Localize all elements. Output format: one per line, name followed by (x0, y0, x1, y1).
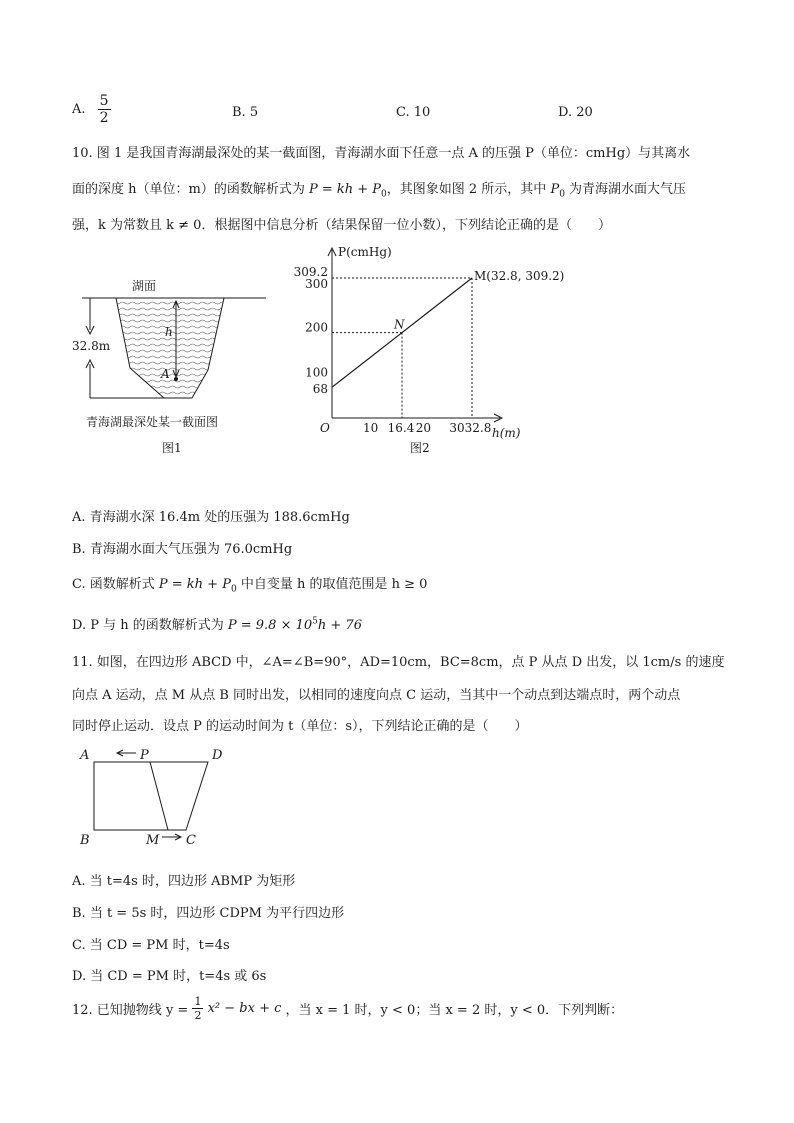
lake-surface-label: 湖面 (132, 279, 157, 293)
q10-formula: P = kh + P (308, 182, 382, 197)
q10-c-formula: P = kh + P (158, 577, 231, 592)
q10-figure-2 (290, 240, 565, 460)
q10-line2-text-c: 为青海湖水面大气压 (564, 182, 687, 197)
q11-option-d: D. 当 CD = PM 时，t=4s 或 6s (72, 969, 267, 984)
x-axis-label: h(m) (492, 426, 521, 440)
q12-frac-denominator: 2 (194, 1009, 202, 1022)
q9-a-numerator: 5 (99, 93, 109, 109)
q9-option-d: D. 20 (558, 105, 593, 120)
q11-option-a: A. 当 t=4s 时，四边形 ABMP 为矩形 (72, 874, 296, 889)
y-tick-309-2: 309.2 (293, 265, 328, 279)
vertex-a-label: A (80, 748, 90, 763)
q9-a-denominator: 2 (99, 110, 109, 126)
y-tick-100: 100 (305, 365, 328, 380)
y-tick-300: 300 (305, 277, 328, 292)
point-p-label: P (140, 748, 149, 763)
q11-figure (74, 740, 244, 852)
vertex-d-label: D (212, 748, 223, 763)
q10-stem-line3: 强，k 为常数且 k ≠ 0．根据图中信息分析（结果保留一位小数），下列结论正确的是（ ） (72, 218, 611, 233)
q12-prefix: 12. 已知抛物线 y = (72, 1003, 193, 1018)
q12-frac-numerator: 1 (194, 995, 202, 1008)
q10-option-a: A. 青海湖水深 16.4m 处的压强为 188.6cmHg (72, 510, 350, 525)
q10-p0-sub: 0 (559, 189, 565, 200)
q10-line2-text-a: 面的深度 h（单位：m）的函数解析式为 (72, 182, 309, 197)
q9-option-b: B. 5 (232, 105, 259, 120)
q11-stem-line2: 向点 A 运动，点 M 从点 B 同时出发，以相同的速度向点 C 运动，当其中一个动点到达端点时，两个动点 (72, 688, 681, 703)
point-m-label: M (146, 833, 160, 848)
q10-option-b: B. 青海湖水面大气压强为 76.0cmHg (72, 542, 293, 557)
q9-option-a (72, 94, 111, 125)
q12-stem (72, 996, 623, 1021)
x-tick-30: 30 (449, 421, 465, 435)
y-tick-68: 68 (312, 382, 328, 397)
q10-c-suffix: 中自变量 h 的取值范围是 h ≥ 0 (236, 577, 428, 592)
q10-figure-1 (70, 270, 280, 460)
q12-fraction (192, 996, 203, 1021)
point-a-label: A (161, 367, 170, 381)
q10-p0: P (550, 182, 560, 197)
x-tick-20: 20 (415, 421, 432, 435)
q10-c-prefix: C. 函数解析式 (72, 577, 159, 592)
lake-water (116, 298, 224, 398)
q10-d-formula: P = 9.8 × 10 (227, 618, 313, 633)
x-tick-16-4: 16.4 (387, 421, 415, 435)
x-tick-10: 10 (363, 421, 379, 435)
y-axis-label: P(cmHg) (338, 245, 392, 259)
depth-label: 32.8m (72, 339, 111, 353)
fig1-caption: 青海湖最深处某一截面图 (86, 415, 219, 429)
q10-stem-line1: 10. 图 1 是我国青海湖最深处的某一截面图，青海湖水面下任意一点 A 的压强 P（单位：cmHg）与其离水 (72, 146, 691, 161)
quadrilateral-abcd (94, 762, 208, 830)
q10-d-sup: 5 (312, 616, 318, 627)
segment-pm (150, 762, 168, 830)
q10-formula-sub: 0 (381, 189, 387, 200)
point-n-label: N (394, 317, 405, 332)
q12-suffix: ，当 x = 1 时，y < 0；当 x = 2 时，y < 0．下列判断： (285, 1003, 624, 1018)
q9-option-a-fraction (98, 94, 111, 125)
q11-option-b: B. 当 t = 5s 时，四边形 CDPM 为平行四边形 (72, 906, 345, 921)
q9-option-c: C. 10 (396, 105, 431, 120)
q10-stem-line2 (72, 178, 686, 200)
point-a-dot (174, 377, 178, 381)
fig2-label: 图2 (410, 441, 430, 455)
q11-stem-line3: 同时停止运动．设点 P 的运动时间为 t（单位：s），下列结论正确的是（ ） (72, 719, 528, 734)
q9-option-a-label: A. (72, 102, 86, 117)
q10-c-sub: 0 (230, 584, 237, 595)
y-tick-200: 200 (305, 320, 328, 335)
q10-d-prefix: D. P 与 h 的函数解析式为 (72, 618, 228, 633)
q10-option-c (72, 573, 427, 595)
q10-option-d (72, 614, 362, 633)
fig1-label: 图1 (162, 441, 182, 455)
h-label: h (165, 325, 173, 339)
vertex-c-label: C (186, 833, 196, 848)
q12-polynomial: x² − bx + c (207, 1001, 282, 1016)
point-m-label: M(32.8, 309.2) (474, 269, 565, 283)
q10-d-suffix: h + 76 (317, 618, 362, 633)
vertex-b-label: B (80, 833, 90, 848)
q10-line2-text-b: ，其图象如图 2 所示，其中 (386, 182, 551, 197)
q11-option-c: C. 当 CD = PM 时，t=4s (72, 938, 230, 953)
origin-label: O (320, 421, 330, 435)
x-tick-32-8: 32.8 (464, 421, 492, 435)
q11-stem-line1: 11. 如图，在四边形 ABCD 中，∠A=∠B=90°，AD=10cm，BC=8cm，点 P 从点 D 出发，以 1cm/s 的速度 (72, 655, 725, 670)
